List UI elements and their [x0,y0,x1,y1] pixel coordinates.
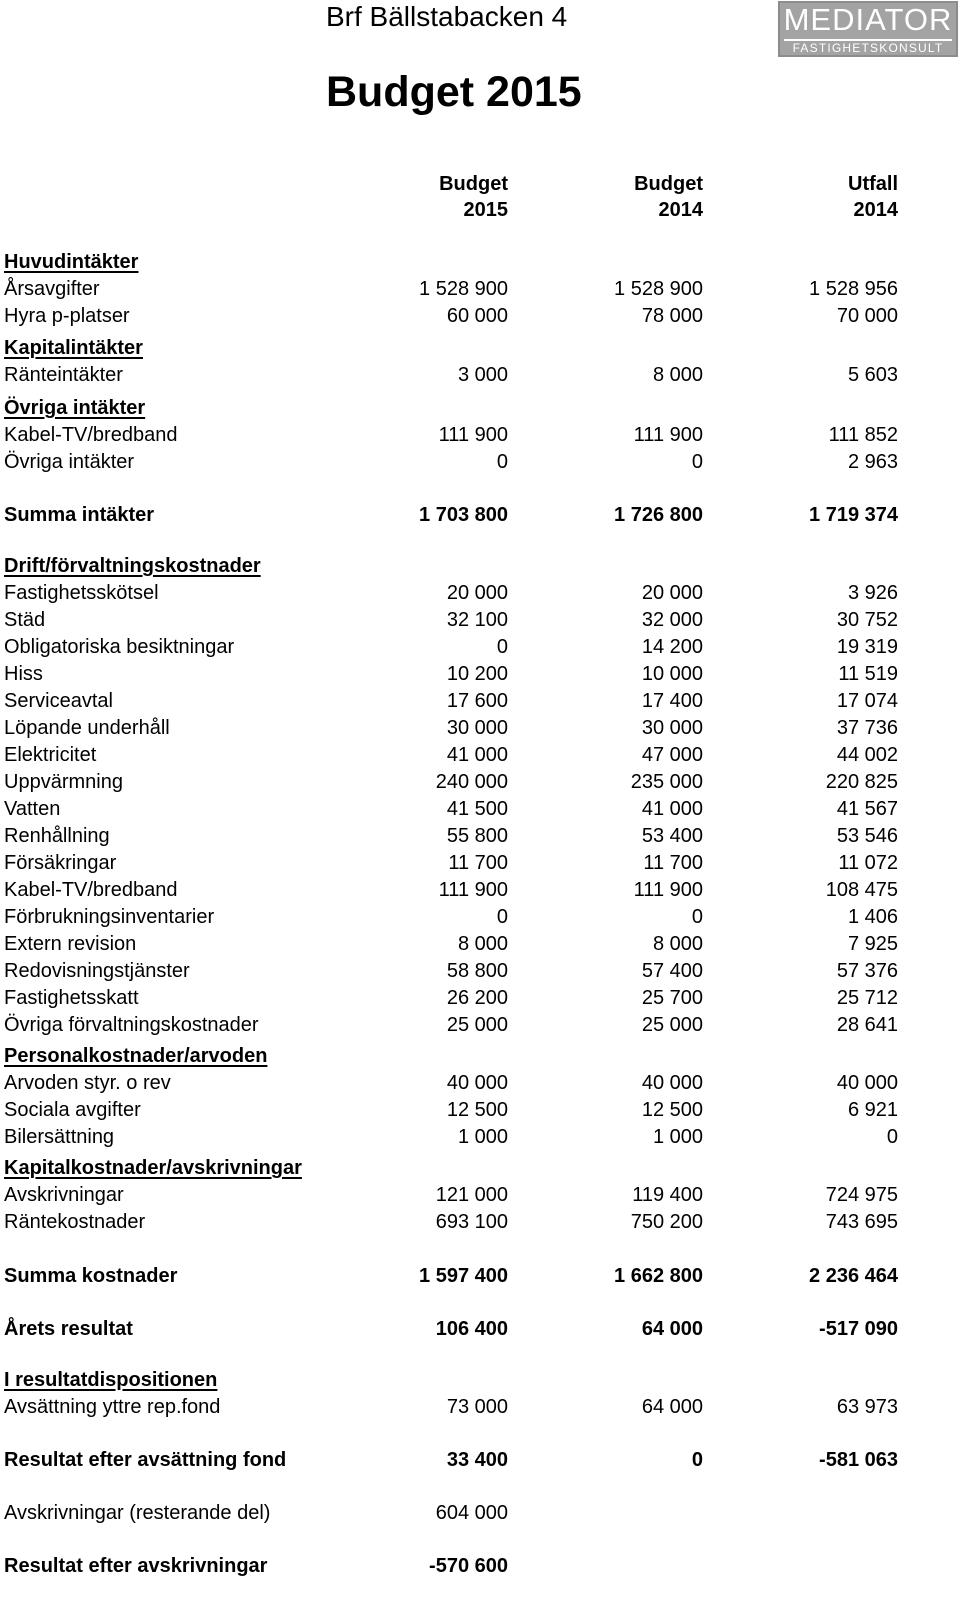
value-budget-2014: 8 000 [652,933,703,955]
row-label: Årsavgifter [4,278,100,300]
value-utfall-2014: 37 736 [836,717,898,739]
row-label: Kabel-TV/bredband [4,879,178,901]
row-label: Bilersättning [4,1126,115,1148]
value-budget-2015: 0 [496,906,508,928]
value-budget-2014: 111 900 [633,424,703,446]
table-row [4,742,900,769]
summary-row [4,1316,900,1343]
table-row [4,823,900,850]
value-budget-2014: 32 000 [641,609,703,631]
value-utfall-2014: 724 975 [825,1184,898,1206]
table-row [4,1209,900,1236]
value-budget-2014: 0 [691,1449,703,1471]
table-row [4,850,900,877]
value-budget-2015: 8 000 [457,933,508,955]
value-budget-2015: 33 400 [446,1449,508,1471]
section-heading [4,249,900,276]
section-label: Övriga intäkter [4,397,146,419]
value-budget-2015: 11 700 [448,852,508,874]
table-row [4,715,900,742]
value-utfall-2014: 44 002 [836,744,898,766]
value-budget-2014: 11 700 [643,852,703,874]
value-budget-2015: 30 000 [446,717,508,739]
table-row [4,1124,900,1151]
value-utfall-2014: -517 090 [819,1318,898,1340]
value-utfall-2014: 6 921 [847,1099,898,1121]
value-budget-2014: 20 000 [641,582,703,604]
value-budget-2014: 1 662 800 [614,1265,703,1287]
row-label: Städ [4,609,46,631]
value-budget-2015: 3 000 [457,364,508,386]
value-utfall-2014: 1 528 956 [809,278,898,300]
table-row [4,877,900,904]
row-label: Avskrivningar (resterande del) [4,1502,271,1524]
section-heading [4,553,900,580]
row-label: Förbrukningsinventarier [4,906,215,928]
value-utfall-2014: 40 000 [836,1072,898,1094]
value-utfall-2014: 30 752 [836,609,898,631]
value-budget-2014: 30 000 [641,717,703,739]
summary-row [4,1263,900,1290]
table-row [4,1012,900,1039]
table-row [4,688,900,715]
table-row [4,1070,900,1097]
value-budget-2014: 47 000 [641,744,703,766]
value-budget-2014: 41 000 [641,798,703,820]
row-label: Hyra p-platser [4,305,130,327]
value-budget-2014: 8 000 [652,364,703,386]
table-row [4,985,900,1012]
value-utfall-2014: 111 852 [828,424,898,446]
value-budget-2014: 25 000 [641,1014,703,1036]
value-budget-2015: 26 200 [446,987,508,1009]
column-header-line1 [4,171,900,198]
table-row [4,661,900,688]
column-header-utfall-2014: Utfall [848,173,898,195]
row-label: Årets resultat [4,1318,133,1340]
table-row [4,931,900,958]
row-label: Sociala avgifter [4,1099,141,1121]
row-label: Övriga förvaltningskostnader [4,1014,259,1036]
table-row [4,607,900,634]
value-utfall-2014: 11 519 [838,663,898,685]
value-budget-2015: 10 200 [446,663,508,685]
row-label: Fastighetsskatt [4,987,139,1009]
table-row [4,449,900,476]
row-label: Kabel-TV/bredband [4,424,178,446]
logo-tagline: FASTIGHETSKONSULT [784,39,952,56]
value-utfall-2014: 2 963 [847,451,898,473]
value-utfall-2014: 220 825 [825,771,898,793]
row-label: Räntekostnader [4,1211,146,1233]
table-row [4,303,900,330]
value-utfall-2014: 28 641 [836,1014,898,1036]
value-budget-2015: 1 703 800 [419,504,508,526]
value-budget-2014: 235 000 [630,771,703,793]
value-budget-2015: 41 500 [446,798,508,820]
value-budget-2015: 1 000 [457,1126,508,1148]
value-budget-2014: 119 400 [632,1184,703,1206]
section-heading [4,1155,900,1182]
value-budget-2014: 25 700 [641,987,703,1009]
table-row [4,796,900,823]
value-budget-2015: 32 100 [446,609,508,631]
section-label: Kapitalkostnader/avskrivningar [4,1157,302,1179]
value-budget-2014: 57 400 [641,960,703,982]
value-utfall-2014: 41 567 [836,798,898,820]
value-utfall-2014: 11 072 [838,852,898,874]
section-heading [4,395,900,422]
section-label: I resultatdispositionen [4,1369,218,1391]
value-budget-2014: 14 200 [641,636,703,658]
section-label: Kapitalintäkter [4,337,143,359]
row-label: Summa intäkter [4,504,155,526]
section-label: Drift/förvaltningskostnader [4,555,261,577]
value-budget-2015: -570 600 [429,1555,508,1577]
row-label: Ränteintäkter [4,364,123,386]
table-row [4,1097,900,1124]
table-row [4,362,900,389]
value-budget-2015: 12 500 [446,1099,508,1121]
column-header-line2 [4,197,900,224]
value-utfall-2014: 5 603 [847,364,898,386]
value-budget-2015: 73 000 [446,1396,508,1418]
value-utfall-2014: 57 376 [836,960,898,982]
value-budget-2015: 20 000 [446,582,508,604]
value-utfall-2014: 70 000 [836,305,898,327]
table-row [4,634,900,661]
value-budget-2014: 750 200 [630,1211,703,1233]
row-label: Löpande underhåll [4,717,170,739]
row-label: Renhållning [4,825,110,847]
value-budget-2014: 0 [691,906,703,928]
table-row [4,276,900,303]
summary-row [4,1553,900,1580]
section-label: Personalkostnader/arvoden [4,1045,268,1067]
value-budget-2015: 111 900 [438,879,508,901]
row-label: Extern revision [4,933,137,955]
value-budget-2014: 64 000 [641,1318,703,1340]
value-utfall-2014: 53 546 [836,825,898,847]
value-budget-2015: 121 000 [435,1184,508,1206]
row-label: Obligatoriska besiktningar [4,636,235,658]
value-utfall-2014: 1 719 374 [809,504,898,526]
value-budget-2014: 12 500 [641,1099,703,1121]
value-budget-2014: 64 000 [641,1396,703,1418]
row-label: Fastighetsskötsel [4,582,159,604]
row-label: Uppvärmning [4,771,123,793]
value-utfall-2014: -581 063 [819,1449,898,1471]
value-budget-2015: 55 800 [446,825,508,847]
value-budget-2015: 0 [496,451,508,473]
value-utfall-2014: 63 973 [836,1396,898,1418]
row-label: Avskrivningar [4,1184,124,1206]
value-budget-2015: 1 597 400 [419,1265,508,1287]
value-budget-2015: 0 [496,636,508,658]
table-row [4,422,900,449]
row-label: Serviceavtal [4,690,113,712]
table-row [4,1182,900,1209]
value-utfall-2014: 743 695 [825,1211,898,1233]
row-label: Redovisningstjänster [4,960,190,982]
value-budget-2015: 58 800 [446,960,508,982]
value-budget-2015: 1 528 900 [419,278,508,300]
value-budget-2014: 53 400 [641,825,703,847]
table-row [4,1394,900,1421]
section-heading [4,1367,900,1394]
section-heading [4,335,900,362]
table-row [4,904,900,931]
value-budget-2015: 17 600 [446,690,508,712]
value-utfall-2014: 1 406 [847,906,898,928]
row-label: Arvoden styr. o rev [4,1072,171,1094]
value-budget-2015: 40 000 [446,1072,508,1094]
row-label: Hiss [4,663,43,685]
value-utfall-2014: 2 236 464 [809,1265,898,1287]
value-budget-2014: 1 000 [652,1126,703,1148]
row-label: Övriga intäkter [4,451,135,473]
value-utfall-2014: 25 712 [836,987,898,1009]
value-utfall-2014: 0 [886,1126,898,1148]
column-header-budget-2015: Budget [439,173,508,195]
row-label: Resultat efter avskrivningar [4,1555,268,1577]
row-label: Avsättning yttre rep.fond [4,1396,221,1418]
value-utfall-2014: 19 319 [836,636,898,658]
summary-row [4,502,900,529]
value-utfall-2014: 7 925 [847,933,898,955]
row-label: Försäkringar [4,852,117,874]
value-budget-2014: 78 000 [641,305,703,327]
mediator-logo [778,1,958,57]
table-row [4,769,900,796]
value-utfall-2014: 3 926 [847,582,898,604]
value-utfall-2014: 108 475 [825,879,898,901]
value-budget-2015: 240 000 [435,771,508,793]
value-budget-2014: 17 400 [641,690,703,712]
section-label: Huvudintäkter [4,251,139,273]
column-header-year-2014: 2014 [658,199,703,221]
column-header-budget-2014: Budget [634,173,703,195]
value-budget-2014: 40 000 [641,1072,703,1094]
row-label: Resultat efter avsättning fond [4,1449,287,1471]
value-budget-2014: 1 726 800 [614,504,703,526]
value-budget-2015: 25 000 [446,1014,508,1036]
row-label: Vatten [4,798,61,820]
page-title: Budget 2015 [326,68,582,116]
value-budget-2015: 60 000 [446,305,508,327]
organization-name: Brf Bällstabacken 4 [326,1,568,32]
value-budget-2015: 106 400 [435,1318,508,1340]
table-row [4,580,900,607]
row-label: Elektricitet [4,744,97,766]
table-row [4,1500,900,1527]
value-utfall-2014: 17 074 [836,690,898,712]
value-budget-2014: 0 [691,451,703,473]
value-budget-2015: 693 100 [435,1211,508,1233]
value-budget-2014: 10 000 [641,663,703,685]
summary-row [4,1447,900,1474]
value-budget-2015: 604 000 [435,1502,508,1524]
value-budget-2015: 111 900 [438,424,508,446]
column-header-year-2014-actual: 2014 [853,199,898,221]
column-header-year-2015: 2015 [463,199,508,221]
logo-wordmark: MEDIATOR [783,2,953,37]
value-budget-2015: 41 000 [446,744,508,766]
table-row [4,958,900,985]
section-heading [4,1043,900,1070]
value-budget-2014: 111 900 [633,879,703,901]
value-budget-2014: 1 528 900 [614,278,703,300]
row-label: Summa kostnader [4,1265,178,1287]
